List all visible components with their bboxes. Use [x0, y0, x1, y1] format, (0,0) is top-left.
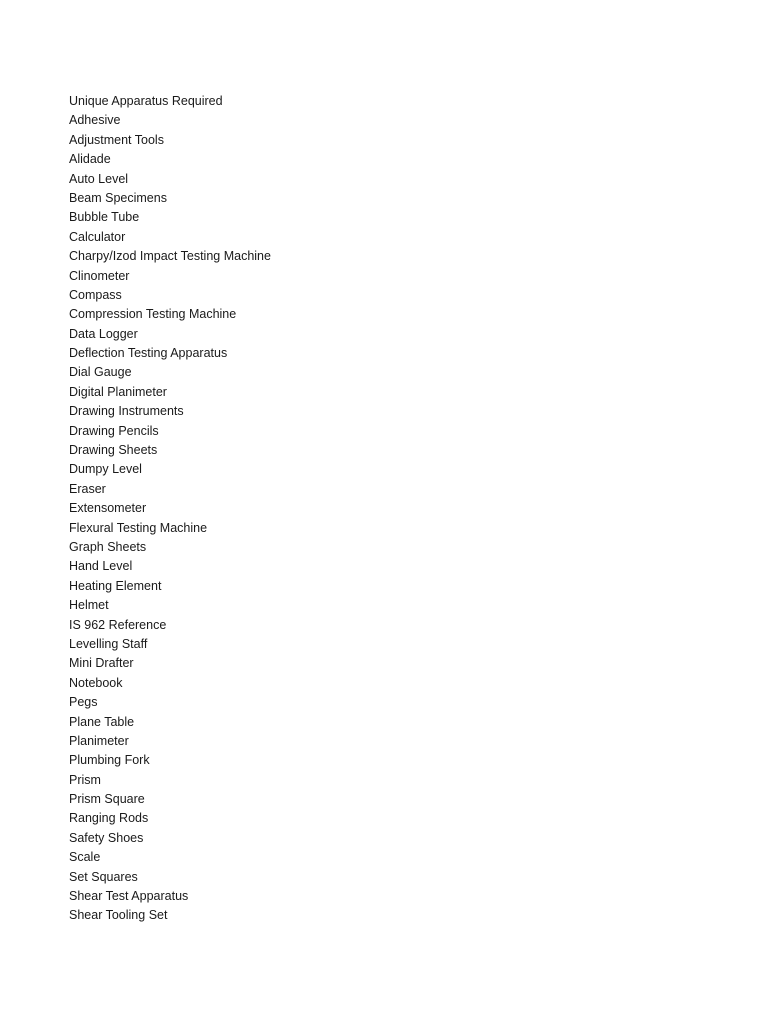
list-item: Adjustment Tools [69, 132, 164, 147]
list-item: Drawing Pencils [69, 423, 159, 438]
list-item: Set Squares [69, 869, 138, 884]
list-item: Auto Level [69, 171, 129, 186]
list-item: Helmet [69, 598, 109, 613]
list-item: Compression Testing Machine [69, 307, 237, 322]
list-item: IS 962 Reference [69, 617, 167, 632]
list-item: Shear Test Apparatus [69, 889, 189, 904]
list-item: Clinometer [69, 268, 130, 283]
list-item: Flexural Testing Machine [69, 520, 208, 535]
list-item: Scale [69, 850, 101, 865]
list-item: Adhesive [69, 113, 121, 128]
list-item: Compass [69, 287, 122, 302]
list-item: Deflection Testing Apparatus [69, 346, 228, 361]
list-item: Prism Square [69, 792, 145, 807]
list-item: Notebook [69, 675, 123, 690]
list-item: Shear Tooling Set [69, 908, 168, 923]
list-item: Data Logger [69, 326, 138, 341]
list-item: Ranging Rods [69, 811, 149, 826]
list-item: Dial Gauge [69, 365, 132, 380]
list-item: Dumpy Level [69, 462, 142, 477]
list-item: Mini Drafter [69, 656, 134, 671]
list-item: Plumbing Fork [69, 753, 150, 768]
list-item: Levelling Staff [69, 636, 148, 651]
list-item: Calculator [69, 229, 126, 244]
list-item: Hand Level [69, 559, 133, 574]
list-item: Drawing Instruments [69, 404, 184, 419]
list-item: Safety Shoes [69, 830, 144, 845]
list-item: Drawing Sheets [69, 443, 158, 458]
list-item: Heating Element [69, 578, 162, 593]
list-item: Planimeter [69, 733, 129, 748]
list-item: Plane Table [69, 714, 135, 729]
list-item: Pegs [69, 695, 98, 710]
list-item: Prism [69, 772, 101, 787]
list-item: Bubble Tube [69, 210, 140, 225]
list-item: Charpy/Izod Impact Testing Machine [69, 249, 271, 264]
list-item: Digital Planimeter [69, 384, 167, 399]
list-item: Eraser [69, 481, 106, 496]
apparatus-list [69, 92, 271, 926]
list-heading: Unique Apparatus Required [69, 94, 223, 108]
list-item: Graph Sheets [69, 539, 147, 554]
list-item: Beam Specimens [69, 190, 167, 205]
list-item: Alidade [69, 152, 111, 167]
list-item: Extensometer [69, 501, 147, 516]
